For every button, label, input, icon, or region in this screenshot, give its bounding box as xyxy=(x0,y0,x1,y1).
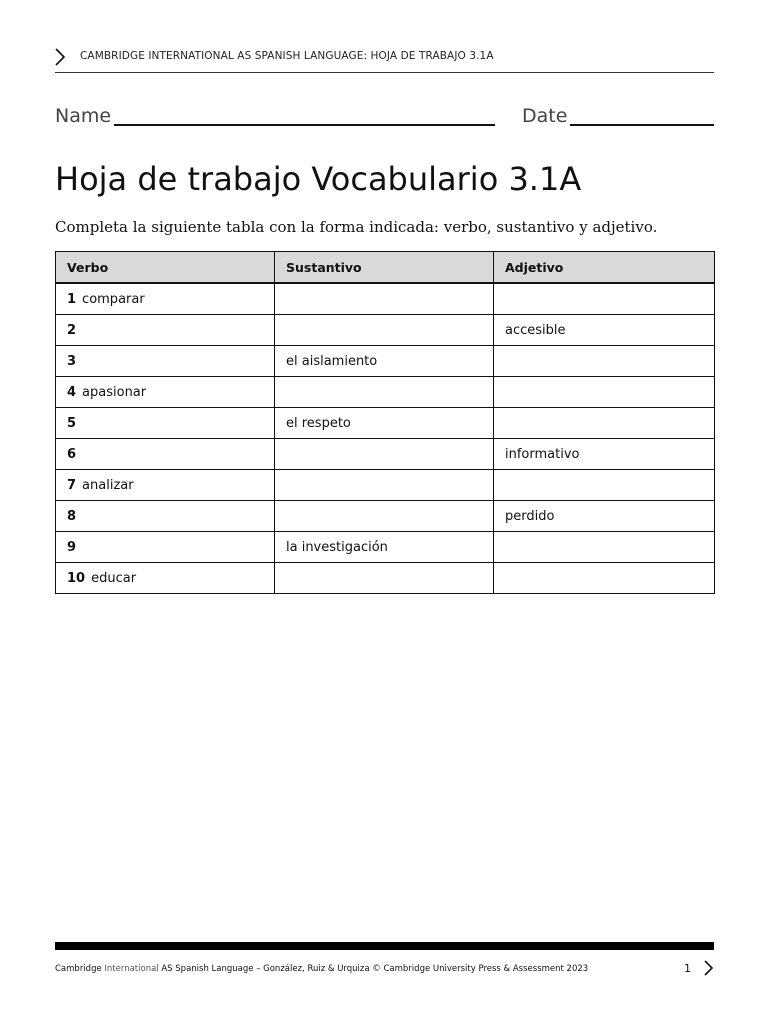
column-header-sustantivo: Sustantivo xyxy=(275,252,494,284)
row-number: 3 xyxy=(67,353,77,369)
table-row xyxy=(56,377,715,408)
row-number: 1 xyxy=(67,291,77,307)
cell-adjetivo[interactable] xyxy=(494,346,715,377)
table-row xyxy=(56,532,715,563)
cell-sustantivo[interactable] xyxy=(275,377,494,408)
row-number: 4 xyxy=(67,384,77,400)
cell-verbo[interactable] xyxy=(56,377,275,408)
cell-sustantivo[interactable] xyxy=(275,470,494,501)
vocabulary-table xyxy=(55,251,715,594)
row-number: 6 xyxy=(67,446,77,462)
cell-adjetivo[interactable] xyxy=(494,563,715,594)
table-row xyxy=(56,501,715,532)
table-row xyxy=(56,439,715,470)
cell-sustantivo[interactable] xyxy=(275,439,494,470)
cell-adjetivo[interactable]: informativo xyxy=(494,439,715,470)
page-number: 1 xyxy=(684,962,691,975)
table-row xyxy=(56,315,715,346)
cell-sustantivo[interactable] xyxy=(275,315,494,346)
table-row xyxy=(56,470,715,501)
cell-adjetivo[interactable] xyxy=(494,532,715,563)
cell-sustantivo[interactable] xyxy=(275,501,494,532)
cell-sustantivo[interactable]: el aislamiento xyxy=(275,346,494,377)
table-header-row xyxy=(56,252,715,284)
verbo-text: educar xyxy=(91,570,137,586)
footer-credit-text: AS Spanish Language – González, Ruiz & Urquiza © Cambridge University Press & Assessment 2023 xyxy=(161,964,589,974)
row-number: 8 xyxy=(67,508,77,524)
cell-sustantivo[interactable] xyxy=(275,563,494,594)
cell-verbo[interactable] xyxy=(56,439,275,470)
row-number: 10 xyxy=(67,570,86,586)
cell-adjetivo[interactable] xyxy=(494,470,715,501)
footer-bar xyxy=(55,942,714,950)
cell-verbo[interactable] xyxy=(56,408,275,439)
cell-verbo[interactable] xyxy=(56,315,275,346)
footer-brand-accent: International xyxy=(104,964,159,974)
cell-sustantivo[interactable]: la investigación xyxy=(275,532,494,563)
page-title: Hoja de trabajo Vocabulario 3.1A xyxy=(55,160,582,198)
cell-verbo[interactable] xyxy=(56,346,275,377)
verbo-text: comparar xyxy=(82,291,145,307)
chevron-right-icon xyxy=(53,47,67,67)
cell-adjetivo[interactable] xyxy=(494,408,715,439)
date-label: Date xyxy=(522,105,568,127)
table-row xyxy=(56,408,715,439)
chevron-right-icon[interactable] xyxy=(702,959,714,977)
table-row xyxy=(56,283,715,315)
instructions: Completa la siguiente tabla con la forma indicada: verbo, sustantivo y adjetivo. xyxy=(55,218,658,236)
table-row xyxy=(56,563,715,594)
cell-verbo[interactable] xyxy=(56,283,275,315)
cell-adjetivo[interactable]: accesible xyxy=(494,315,715,346)
footer-credits xyxy=(55,964,588,974)
cell-sustantivo[interactable] xyxy=(275,283,494,315)
verbo-text: apasionar xyxy=(82,384,147,400)
cell-adjetivo[interactable] xyxy=(494,283,715,315)
row-number: 9 xyxy=(67,539,77,555)
cell-sustantivo[interactable]: el respeto xyxy=(275,408,494,439)
running-header: CAMBRIDGE INTERNATIONAL AS SPANISH LANGUAGE: HOJA DE TRABAJO 3.1A xyxy=(80,50,494,62)
footer-brand: Cambridge xyxy=(55,964,102,974)
name-label: Name xyxy=(55,105,112,127)
cell-verbo[interactable] xyxy=(56,501,275,532)
cell-verbo[interactable] xyxy=(56,470,275,501)
row-number: 7 xyxy=(67,477,77,493)
date-field-line[interactable] xyxy=(570,124,714,126)
cell-verbo[interactable] xyxy=(56,532,275,563)
row-number: 5 xyxy=(67,415,77,431)
column-header-verbo: Verbo xyxy=(56,252,275,284)
name-field-line[interactable] xyxy=(114,124,495,126)
cell-verbo[interactable] xyxy=(56,563,275,594)
table-row xyxy=(56,346,715,377)
cell-adjetivo[interactable]: perdido xyxy=(494,501,715,532)
column-header-adjetivo: Adjetivo xyxy=(494,252,715,284)
cell-adjetivo[interactable] xyxy=(494,377,715,408)
row-number: 2 xyxy=(67,322,77,338)
header-divider xyxy=(55,72,714,73)
verbo-text: analizar xyxy=(82,477,134,493)
